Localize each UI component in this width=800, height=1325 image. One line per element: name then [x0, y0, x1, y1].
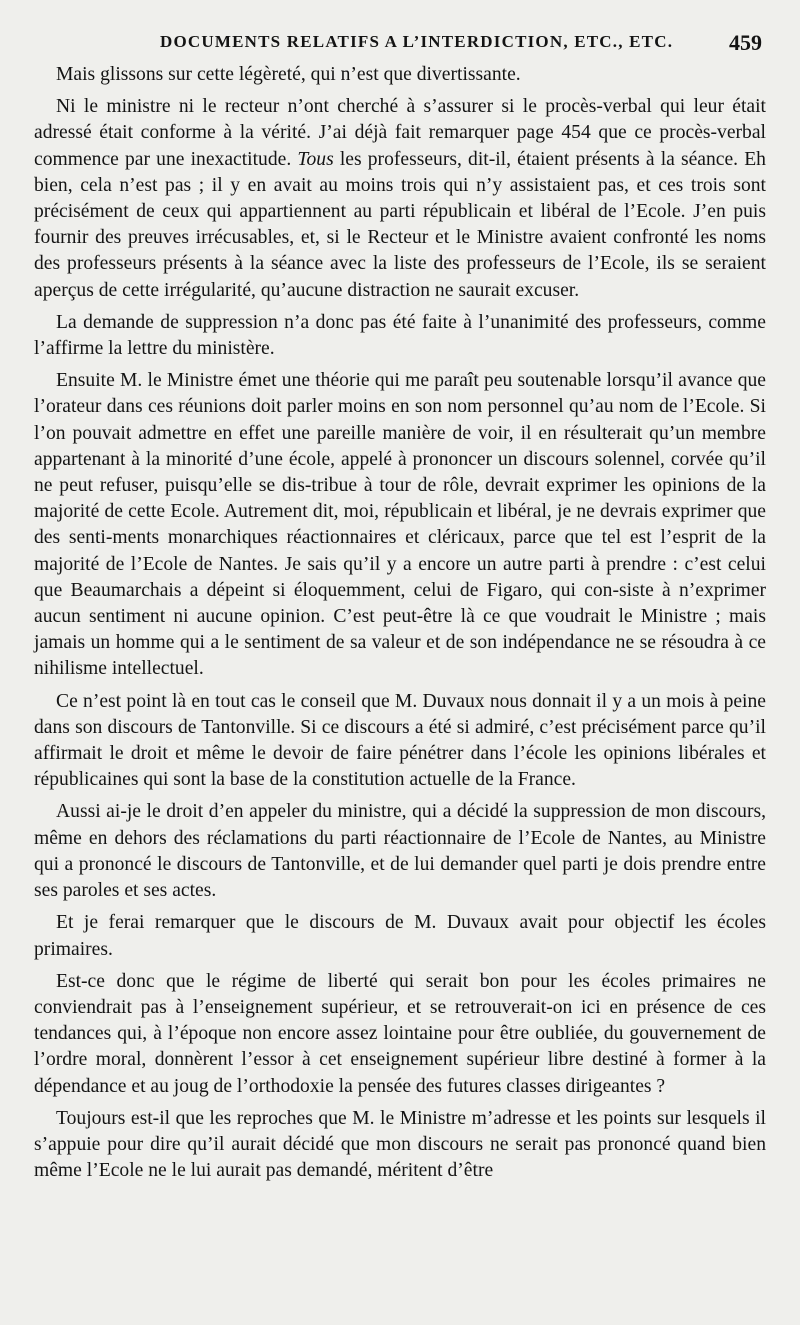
paragraph: [34, 1106, 766, 1185]
paragraph: [34, 94, 766, 304]
paragraph: [34, 689, 766, 794]
paragraph-text: Aussi ai-je le droit d’en appeler du ministre, qui a décidé la suppression de mon discours, même en dehors des réclamations du parti réactionnaire de l’Ecole de Nantes, au Ministre qui a prononcé le discours de Tantonville, et de lui demander quel parti je dois prendre entre ses paroles et ses actes.: [34, 801, 766, 902]
paragraph-text: Est-ce donc que le régime de liberté qui serait bon pour les écoles primaires ne conviendrait pas à l’enseignement supérieur, et se retrouverait-on ici en présence de ces tendances qui, à l’époque non encore assez lointaine pour être oubliée, du gouvernement de l’ordre moral, donnèrent l’essor à cet enseignement supérieur libre destiné à former à la dépendance et au joug de l’orthodoxie la pensée des futures classes dirigeantes ?: [34, 970, 766, 1097]
paragraph-text: Et je ferai remarquer que le discours de M. Duvaux avait pour objectif les écoles primaires.: [34, 912, 766, 960]
paragraph-text: La demande de suppression n’a donc pas été faite à l’unanimité des professeurs, comme l’affirme la lettre du ministère.: [34, 311, 766, 360]
paragraph: [34, 368, 766, 682]
running-title: DOCUMENTS RELATIFS A L’INTERDICTION, ETC., ETC.: [160, 32, 674, 51]
body-text: [34, 62, 766, 1184]
paragraph-text: Ce n’est point là en tout cas le conseil que M. Duvaux nous donnait il y a un mois à peine dans son discours de Tantonville. Si ce discours a été si admiré, c’est précisément parce qu’il affirmait le droit et même le devoir de faire pénétrer dans l’école les opinions libérales et républicaines qui sont la base de la constitution actuelle de la France.: [34, 690, 766, 791]
italic-text: Tous: [297, 148, 334, 170]
paragraph-text: Mais glissons sur cette légèreté, qui n’est que divertissante.: [56, 64, 521, 85]
paragraph-text: Toujours est-il que les reproches que M. le Ministre m’adresse et les points sur lesquels il s’appuie pour dire qu’il aurait décidé que mon discours ne serait pas prononcé quand bien même l’Ecole ne le lui aurait pas demandé, méritent d’être: [34, 1107, 766, 1182]
paragraph: [34, 62, 766, 88]
running-head: [34, 28, 766, 62]
paragraph-text: les professeurs, dit-il, étaient présents à la séance. Eh bien, cela n’est pas ; il y en avait au moins trois qui n’y assistaient pas, et ces trois sont précisément de ceux qui appartiennent au parti républicain et libéral de l’Ecole. J’en puis fournir des preuves irrécusables, et, si le Recteur et le Ministre avaient confronté les noms des professeurs présents à la séance avec la liste des professeurs de l’Ecole, ils se seraient aperçus de cette irrégularité, qu’aucune distraction ne saurait excuser.: [34, 148, 766, 301]
paragraph: [34, 799, 766, 904]
paragraph-text: Ni le ministre ni le recteur n’ont cherché à s’assurer si le procès-verbal qui leur était adressé était conforme à la vérité. J’ai déjà fait remarquer page 454 que ce procès-verbal commence par une inexactitude.: [34, 96, 766, 170]
paragraph: [34, 969, 766, 1100]
paragraph-text: Ensuite M. le Ministre émet une théorie qui me paraît peu soutenable lorsqu’il avance que l’orateur dans ces réunions doit parler moins en son nom personnel qu’au nom de l’Ecole. Si l’on pouvait admettre en effet une pareille manière de voir, il en résulterait qu’un membre appartenant à la minorité d’une école, appelé à prononcer un discours solennel, corvée qu’il ne peut refuser, puisqu’elle se dis-tribue à tour de rôle, devrait exprimer les opinions de la majorité de cette Ecole. Autrement dit, moi, républicain et libéral, je ne devrais exprimer que des senti-ments monarchiques réactionnaires et cléricaux, parce que tel est l’esprit de la majorité de l’Ecole de Nantes. Je sais qu’il y a encore un autre parti à prendre : c’est celui que Beaumarchais a dépeint si éloquemment, celui de Figaro, qui con-siste à n’exprimer aucun sentiment ni aucune opinion. C’est peut-être là ce que voudrait le Ministre ; mais jamais un homme qui a le sentiment de sa valeur et de son indépendance ne se résoudra à ce nihilisme intellectuel.: [34, 370, 766, 680]
paragraph: [34, 910, 766, 962]
page-number: 459: [729, 30, 762, 55]
paragraph: [34, 310, 766, 362]
